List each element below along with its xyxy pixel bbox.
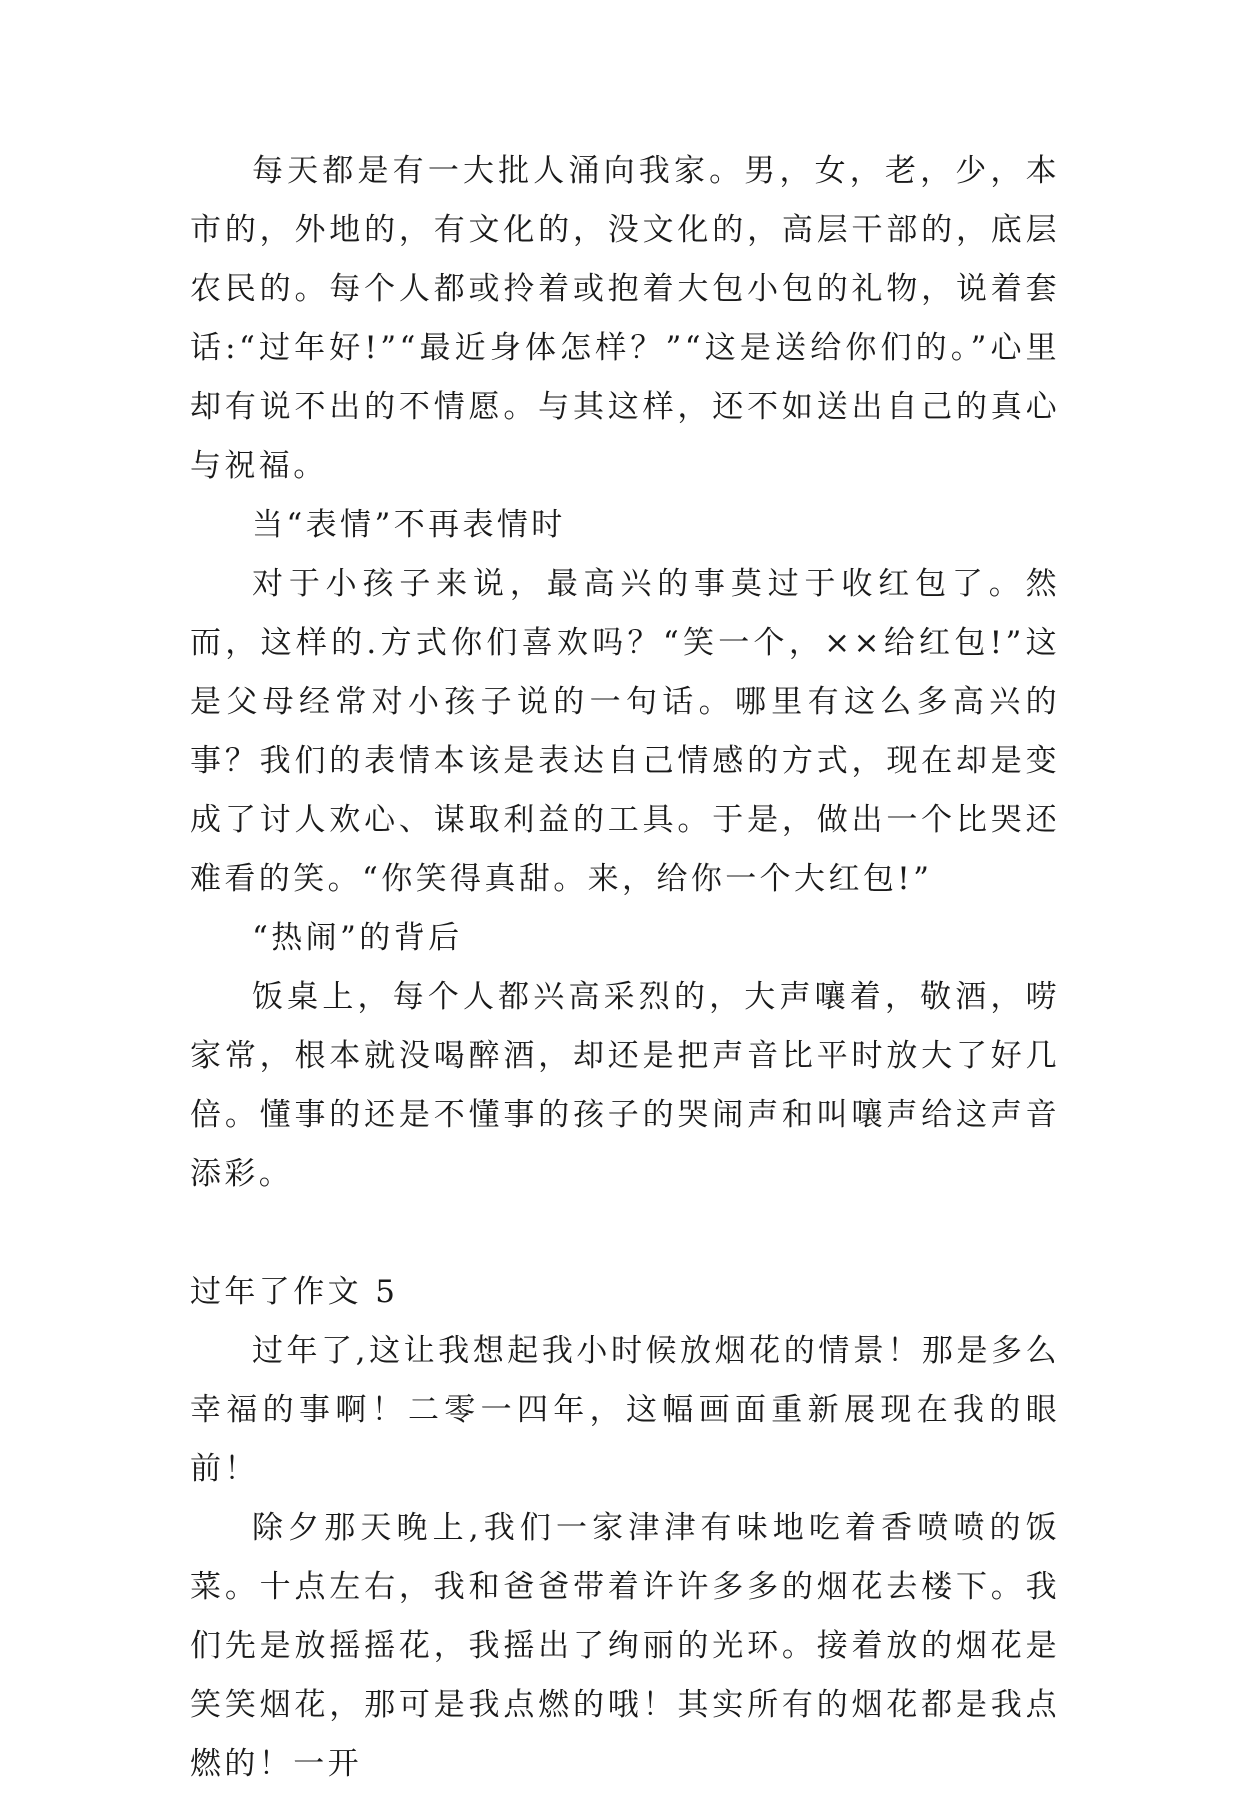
paragraph-gap bbox=[190, 1204, 1060, 1263]
document-body bbox=[190, 142, 1060, 1794]
section-heading-lively: “热闹”的背后 bbox=[252, 920, 463, 956]
paragraph-dinner-table: 饭桌上，每个人都兴高采烈的，大声嚷着，敬酒，唠家常，根本就没喝醉酒，却还是把声音比平时放大了好几倍。懂事的还是不懂事的孩子的哭闹声和叫嚷声给这声音添彩。 bbox=[190, 979, 1060, 1192]
paragraph-new-year-eve: 除夕那天晚上,我们一家津津有味地吃着香喷喷的饭菜。十点左右，我和爸爸带着许许多多的烟花去楼下。我们先是放摇摇花，我摇出了绚丽的光环。接着放的烟花是笑笑烟花，那可是我点燃的哦！其实所有的烟花都是我点燃的！一开 bbox=[190, 1510, 1060, 1782]
paragraph-fireworks-memory: 过年了,这让我想起我小时候放烟花的情景！那是多么幸福的事啊！二零一四年，这幅画面重新展现在我的眼前！ bbox=[190, 1333, 1060, 1487]
paragraph-red-envelope: 对于小孩子来说，最高兴的事莫过于收红包了。然而，这样的.方式你们喜欢吗？“笑一个，××给红包!”这是父母经常对小孩子说的一句话。哪里有这么多高兴的事？我们的表情本该是表达自己情感的方式，现在却是变成了讨人欢心、谋取利益的工具。于是，做出一个比哭还难看的笑。“你笑得真甜。来，给你一个大红包!” bbox=[190, 566, 1060, 897]
essay-title: 过年了作文 5 bbox=[190, 1274, 399, 1310]
section-heading-expression: 当“表情”不再表情时 bbox=[252, 507, 566, 543]
paragraph-visiting: 每天都是有一大批人涌向我家。男，女，老，少，本市的，外地的，有文化的，没文化的，高层干部的，底层农民的。每个人都或拎着或抱着大包小包的礼物，说着套话:“过年好!”“最近身体怎样？”“这是送给你们的。”心里却有说不出的不情愿。与其这样，还不如送出自己的真心与祝福。 bbox=[190, 153, 1060, 484]
